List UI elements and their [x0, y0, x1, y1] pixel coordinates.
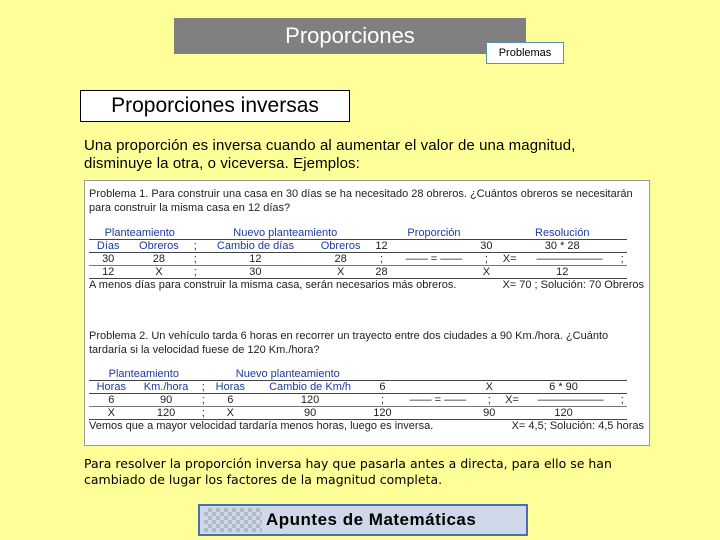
- table-cell: 30: [89, 253, 127, 266]
- table-cell: —— = ——: [393, 253, 476, 266]
- header-planteamiento: Planteamiento: [89, 368, 199, 381]
- table-row: [89, 407, 627, 420]
- table-cell: 6: [208, 394, 253, 407]
- problem2-table: [89, 368, 627, 420]
- table-cell: ;: [617, 394, 627, 407]
- table-cell: 120: [368, 407, 398, 420]
- table-cell: ;: [190, 266, 200, 279]
- problem1-result: X= 70 ; Solución: 70 Obreros: [502, 279, 644, 291]
- table-cell: 6: [368, 381, 398, 394]
- table-cell: X: [478, 381, 500, 394]
- table-cell: 120: [253, 394, 368, 407]
- problem1-text: Problema 1. Para construir una casa en 30 días se ha necesitado 28 obreros. ¿Cuántos obreros se necesitarán para construir la misma casa en 12 días?: [89, 188, 633, 214]
- table-cell: ;: [368, 394, 398, 407]
- table-cell: X=: [500, 394, 524, 407]
- table-cell: Obreros: [127, 240, 190, 253]
- header-proporcion: Proporción: [370, 227, 497, 240]
- problem2-header-row: [89, 368, 627, 381]
- table-cell: 120: [134, 407, 199, 420]
- table-cell: 120: [500, 407, 627, 420]
- table-cell: Obreros: [311, 240, 371, 253]
- header-resolucion: Resolución: [497, 227, 627, 240]
- table-cell: ;: [475, 253, 497, 266]
- table-row: [89, 253, 627, 266]
- table-cell: X: [208, 407, 253, 420]
- problems-button[interactable]: [486, 42, 564, 64]
- table-cell: Horas: [89, 381, 134, 394]
- page-title-bar: [174, 18, 526, 54]
- problem2-text: Problema 2. Un vehículo tarda 6 horas en recorrer un trayecto entre dos ciudades a 90 Km./hora. ¿Cuánto tardaría si la velocidad fuese de 120 Km./hora?: [89, 330, 609, 356]
- table-cell: 28: [370, 266, 392, 279]
- table-cell: ;: [370, 253, 392, 266]
- section-title: [80, 90, 350, 122]
- table-cell: ;: [617, 253, 627, 266]
- table-cell: 30 * 28: [497, 240, 627, 253]
- examples-panel: [84, 180, 650, 446]
- table-cell: Días: [89, 240, 127, 253]
- table-cell: ;: [199, 407, 208, 420]
- table-cell: ;: [478, 394, 500, 407]
- table-cell: X: [127, 266, 190, 279]
- table-cell: ——————: [522, 253, 618, 266]
- footer-banner[interactable]: [198, 504, 528, 536]
- table-cell: ;: [190, 240, 200, 253]
- table-cell: Km./hora: [134, 381, 199, 394]
- table-row: [89, 394, 627, 407]
- page-title: Proporciones: [285, 23, 415, 48]
- table-cell: X: [89, 407, 134, 420]
- table-cell: 6 * 90: [500, 381, 627, 394]
- table-cell: —— = ——: [397, 394, 478, 407]
- problem1-subheader-row: [89, 240, 627, 253]
- problem2-summary: [89, 419, 644, 433]
- conclusion-text: Para resolver la proporción inversa hay que pasarla antes a directa, para ello se han cambiado de lugar los factores de la magnitud completa.: [84, 456, 612, 487]
- table-cell: X=: [497, 253, 521, 266]
- table-cell: 90: [478, 407, 500, 420]
- table-cell: Horas: [208, 381, 253, 394]
- table-cell: 90: [134, 394, 199, 407]
- table-cell: 28: [127, 253, 190, 266]
- table-cell: 30: [200, 266, 311, 279]
- table-cell: ;: [199, 394, 208, 407]
- footer-label: Apuntes de Matemáticas: [266, 510, 477, 529]
- header-nuevo-planteamiento: Nuevo planteamiento: [208, 368, 367, 381]
- table-cell: ——————: [524, 394, 618, 407]
- table-cell: 12: [497, 266, 627, 279]
- section-title-text: Proporciones inversas: [111, 94, 319, 117]
- table-cell: 28: [311, 253, 371, 266]
- checker-pattern-icon: [204, 508, 262, 532]
- problem1-table: [89, 227, 627, 279]
- problem1-conclusion: A menos días para construir la misma casa, serán necesarios más obreros.: [89, 279, 457, 291]
- table-cell: X: [311, 266, 371, 279]
- problem2-conclusion: Vemos que a mayor velocidad tardaría menos horas, luego es inversa.: [89, 420, 434, 432]
- table-cell: X: [475, 266, 497, 279]
- table-cell: ;: [190, 253, 200, 266]
- intro-text: Una proporción es inversa cuando al aumentar el valor de una magnitud, disminuye la otra, o viceversa. Ejemplos:: [84, 137, 576, 172]
- table-cell: 30: [475, 240, 497, 253]
- table-cell: Cambio de días: [200, 240, 311, 253]
- problem1-header-row: [89, 227, 627, 240]
- problem1-summary: [89, 278, 644, 292]
- problems-button-label: Problemas: [498, 47, 552, 59]
- table-cell: ;: [199, 381, 208, 394]
- table-row: [89, 266, 627, 279]
- problem2-subheader-row: [89, 381, 627, 394]
- table-cell: 12: [200, 253, 311, 266]
- table-cell: 12: [370, 240, 392, 253]
- problem2-result: X= 4,5; Solución: 4,5 horas: [511, 420, 644, 432]
- table-cell: 12: [89, 266, 127, 279]
- header-nuevo-planteamiento: Nuevo planteamiento: [200, 227, 370, 240]
- header-planteamiento: Planteamiento: [89, 227, 190, 240]
- table-cell: Cambio de Km/h: [253, 381, 368, 394]
- table-cell: 90: [253, 407, 368, 420]
- table-cell: 6: [89, 394, 134, 407]
